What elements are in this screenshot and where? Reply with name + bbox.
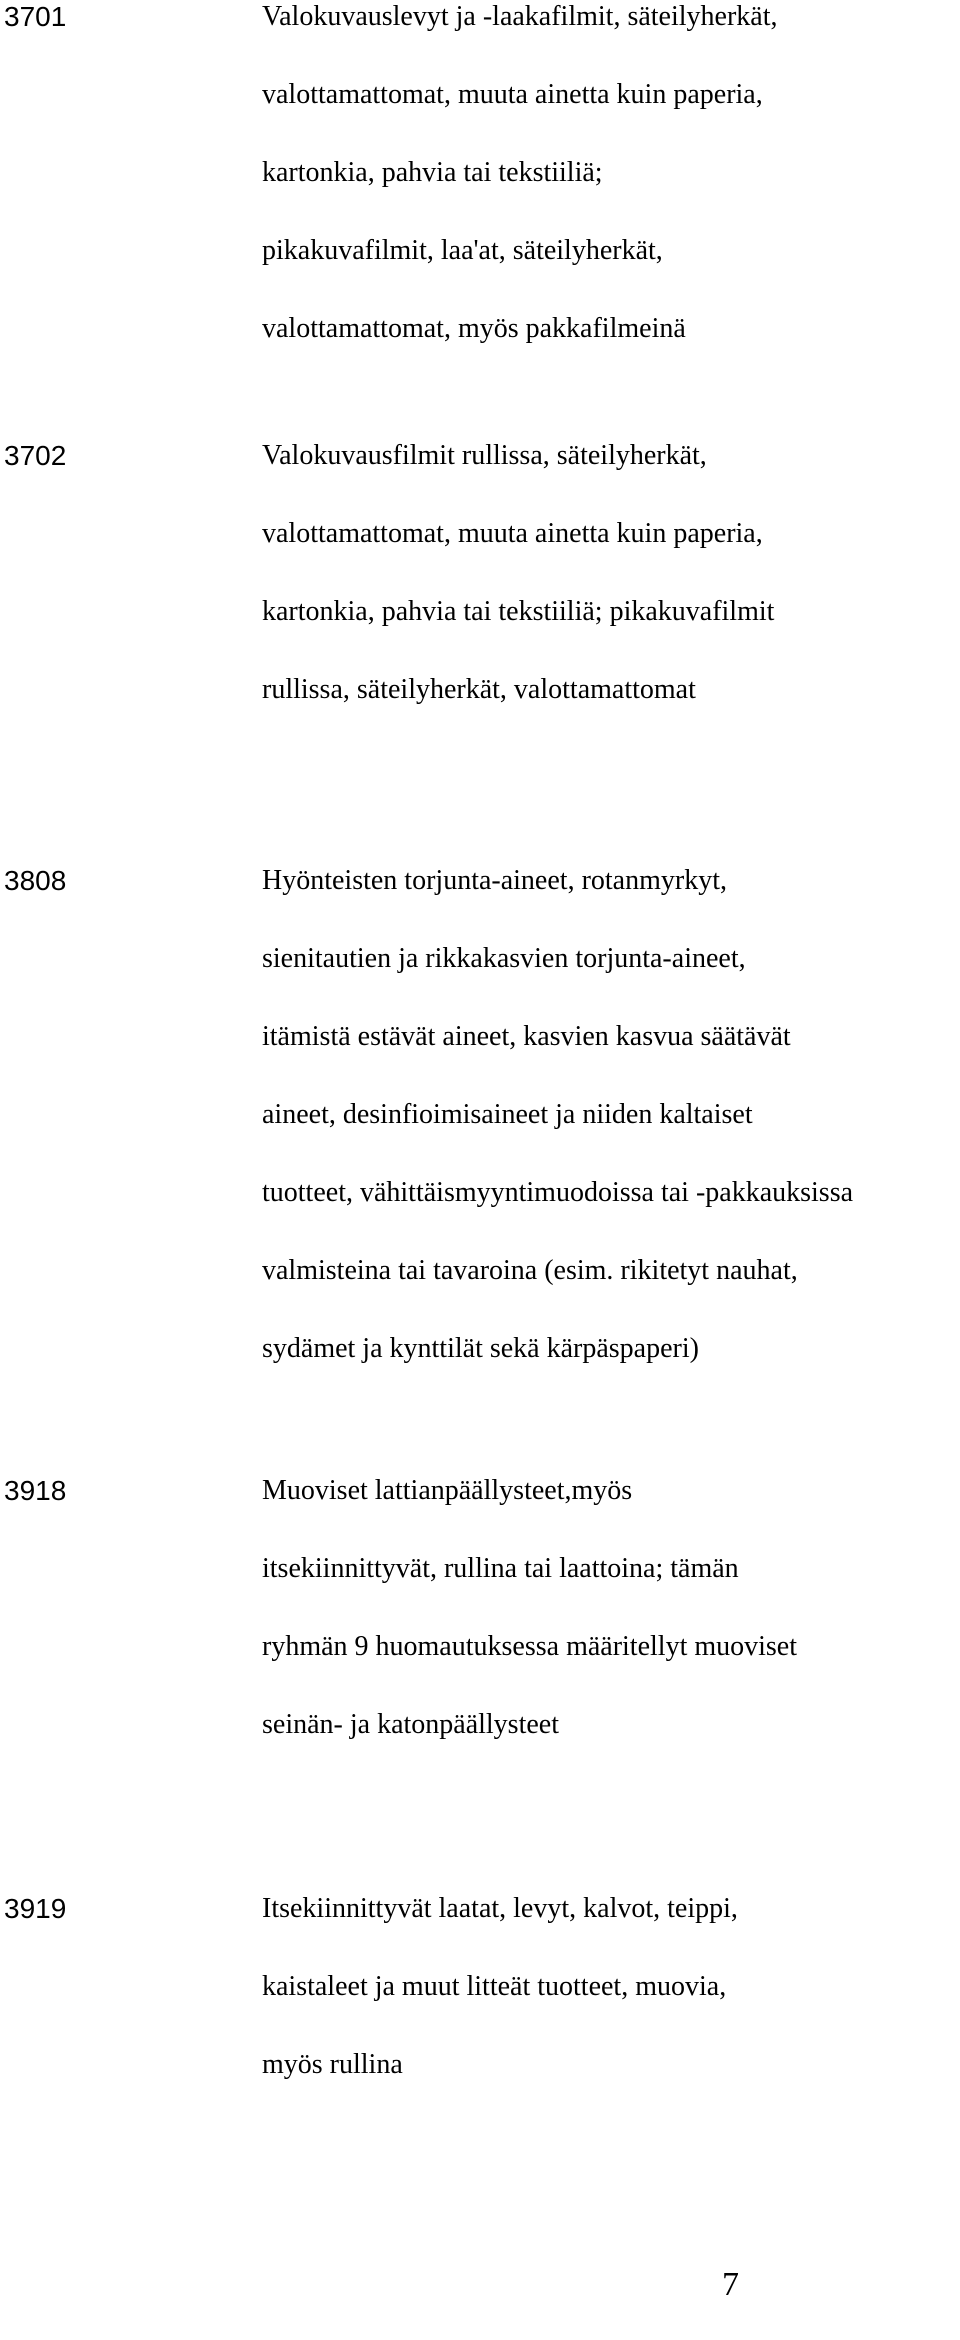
tariff-code: 3702 xyxy=(4,440,67,471)
description-line: itämistä estävät aineet, kasvien kasvua säätävät xyxy=(262,1021,791,1052)
description-line: pikakuvafilmit, laa'at, säteilyherkät, xyxy=(262,235,663,266)
tariff-code: 3808 xyxy=(4,865,67,896)
page-number: 7 xyxy=(722,2266,739,2303)
description-line: aineet, desinfioimisaineet ja niiden kaltaiset xyxy=(262,1099,753,1130)
description-line: kartonkia, pahvia tai tekstiiliä; xyxy=(262,157,603,188)
description-line: Valokuvausfilmit rullissa, säteilyherkät, xyxy=(262,440,707,471)
description-line: seinän- ja katonpäällysteet xyxy=(262,1709,559,1740)
description-line: valottamattomat, muuta ainetta kuin paperia, xyxy=(262,79,763,110)
description-line: Hyönteisten torjunta-aineet, rotanmyrkyt, xyxy=(262,865,727,896)
description-line: valottamattomat, myös pakkafilmeinä xyxy=(262,313,686,344)
description-line: tuotteet, vähittäismyyntimuodoissa tai -pakkauksissa xyxy=(262,1177,854,1208)
description-line: myös rullina xyxy=(262,2049,403,2080)
description-line: itsekiinnittyvät, rullina tai laattoina; tämän xyxy=(262,1553,739,1584)
description-line: valmisteina tai tavaroina (esim. rikitetyt nauhat, xyxy=(262,1255,798,1286)
description-line: sienitautien ja rikkakasvien torjunta-aineet, xyxy=(262,943,746,974)
tariff-code: 3918 xyxy=(4,1475,67,1506)
description-line: sydämet ja kynttilät sekä kärpäspaperi) xyxy=(262,1333,699,1364)
description-line: ryhmän 9 huomautuksessa määritellyt muoviset xyxy=(262,1631,798,1662)
tariff-code: 3701 xyxy=(4,1,67,32)
tariff-code: 3919 xyxy=(4,1893,67,1924)
tariff-description xyxy=(262,417,960,729)
description-line: kartonkia, pahvia tai tekstiiliä; pikakuvafilmit xyxy=(262,596,775,627)
description-line: valottamattomat, muuta ainetta kuin paperia, xyxy=(262,518,763,549)
tariff-description xyxy=(262,1452,960,1764)
tariff-description xyxy=(262,0,960,368)
description-line: Valokuvauslevyt ja -laakafilmit, säteilyherkät, xyxy=(262,1,778,32)
description-line: Itsekiinnittyvät laatat, levyt, kalvot, teippi, xyxy=(262,1893,738,1924)
description-line: Muoviset lattianpäällysteet,myös xyxy=(262,1475,633,1506)
tariff-description xyxy=(262,842,960,1388)
description-line: rullissa, säteilyherkät, valottamattomat xyxy=(262,674,696,705)
tariff-description xyxy=(262,1870,960,2104)
description-line: kaistaleet ja muut litteät tuotteet, muovia, xyxy=(262,1971,727,2002)
